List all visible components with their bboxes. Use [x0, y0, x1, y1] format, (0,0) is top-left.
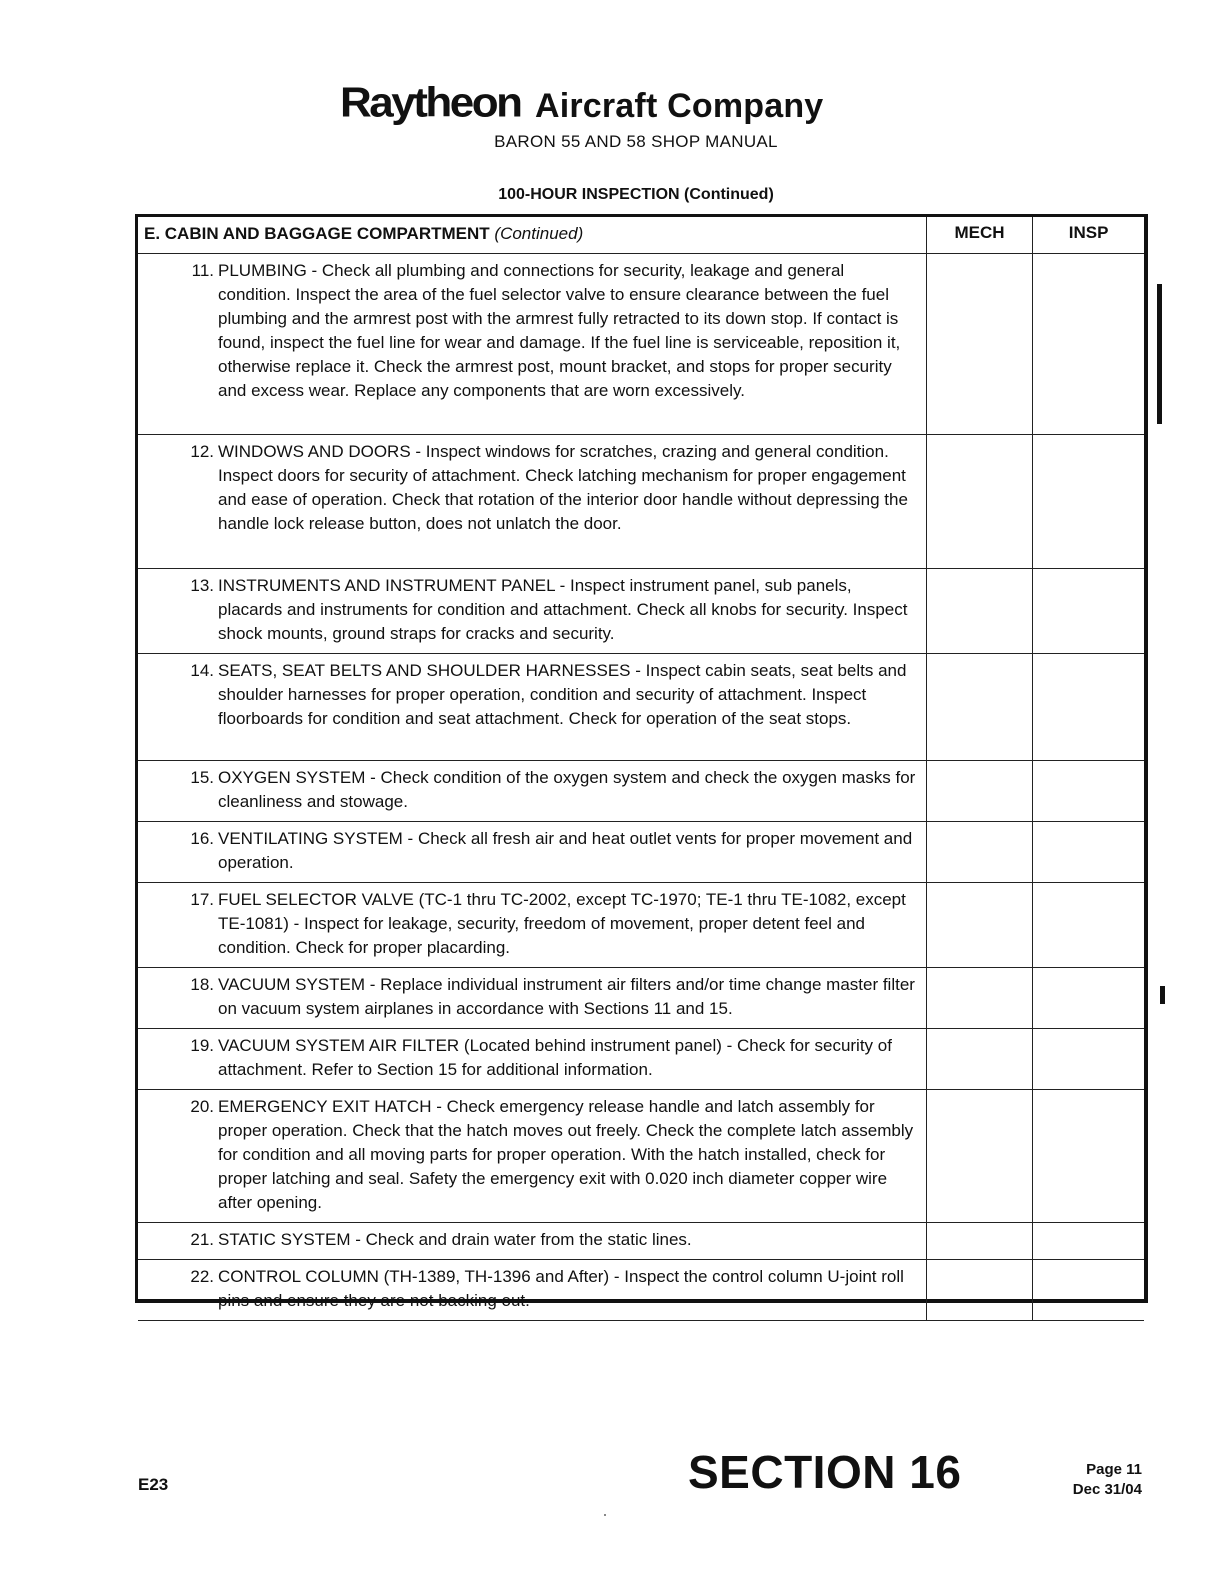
brand-logo: Raytheon: [340, 79, 521, 126]
footer-section: SECTION 16: [688, 1446, 962, 1498]
table-row: [138, 760, 1144, 821]
inspection-table: [135, 214, 1148, 1310]
mech-signoff-cell[interactable]: [926, 1222, 1032, 1259]
item-number: 20.: [190, 1096, 214, 1116]
item-text: Check for security of attachment. Refer to Section 15 for additional information.: [218, 1035, 892, 1079]
item-description: [138, 653, 926, 760]
item-number: 11.: [191, 260, 214, 280]
checklist-table: [138, 217, 1144, 1321]
item-separator: -: [609, 1266, 625, 1286]
item-description: [138, 253, 926, 434]
table-row: [138, 1259, 1144, 1320]
item-separator: -: [306, 260, 322, 280]
item-text: Replace individual instrument air filters and/or time change master filter on vacuum system airplanes in accordance with Sections 11 and 15.: [218, 974, 915, 1018]
item-description: [138, 882, 926, 967]
table-row: [138, 821, 1144, 882]
item-separator: -: [365, 767, 381, 787]
item-separator: -: [554, 575, 570, 595]
item-text: Check and drain water from the static lines.: [365, 1229, 692, 1249]
item-text: Check all plumbing and connections for security, leakage and general condition. Inspect the area of the fuel selector valve to ensure clearance between the fuel plumbing and the armrest post with the armrest fully retracted to its down stop. If contact is found, inspect the fuel line for wear and damage. If the fuel line is serviceable, reposition it, otherwise replace it. Check the armrest post, mount bracket, and stops for proper security and excess wear. Replace any components that are worn excessively.: [218, 260, 901, 400]
item-text: Check condition of the oxygen system and check the oxygen masks for cleanliness and stowage.: [218, 767, 916, 811]
item-separator: -: [431, 1096, 447, 1116]
brand-company: Aircraft Company: [534, 87, 824, 125]
mech-signoff-cell[interactable]: [926, 1259, 1032, 1320]
item-description: [138, 1259, 926, 1320]
footer-page-info: [1046, 1460, 1142, 1500]
item-text: Inspect windows for scratches, crazing and general condition. Inspect doors for security of attachment. Check latching mechanism for proper engagement and ease of operation. Check that rotation of the interior door handle without depressing the handle lock release button, does not unlatch the door.: [218, 441, 908, 533]
mech-signoff-cell[interactable]: [926, 967, 1032, 1028]
item-separator: -: [721, 1035, 738, 1055]
insp-signoff-cell[interactable]: [1033, 882, 1144, 967]
item-number: 17.: [190, 889, 214, 909]
item-number: 15.: [190, 767, 214, 787]
item-description: [138, 1222, 926, 1259]
table-heading-suffix: (Continued): [494, 224, 584, 243]
table-row: [138, 1028, 1144, 1089]
insp-signoff-cell[interactable]: [1033, 821, 1144, 882]
insp-signoff-cell[interactable]: [1033, 1259, 1144, 1320]
item-text: Inspect cabin seats, seat belts and shoulder harnesses for proper operation, condition and security of attachment. Inspect floorboards for condition and seat attachment. Check for operation of the seat stops.: [218, 660, 907, 728]
table-heading-text: E. CABIN AND BAGGAGE COMPARTMENT: [144, 224, 490, 243]
table-row: [138, 1222, 1144, 1259]
item-title: VENTILATING SYSTEM: [218, 828, 403, 848]
mech-signoff-cell[interactable]: [926, 434, 1032, 568]
item-separator: -: [365, 974, 381, 994]
mech-signoff-cell[interactable]: [926, 760, 1032, 821]
mech-signoff-cell[interactable]: [926, 253, 1032, 434]
item-title: VACUUM SYSTEM AIR FILTER (Located behind instrument panel): [218, 1035, 722, 1055]
item-number: 12.: [190, 441, 214, 461]
insp-signoff-cell[interactable]: [1033, 434, 1144, 568]
item-title: SEATS, SEAT BELTS AND SHOULDER HARNESSES: [218, 660, 631, 680]
item-separator: -: [402, 828, 418, 848]
item-title: INSTRUMENTS AND INSTRUMENT PANEL: [218, 575, 555, 595]
item-title: VACUUM SYSTEM: [218, 974, 366, 994]
mech-signoff-cell[interactable]: [926, 568, 1032, 653]
change-bar: [1160, 986, 1165, 1004]
insp-signoff-cell[interactable]: [1033, 967, 1144, 1028]
section-title: 100-HOUR INSPECTION (Continued): [498, 186, 774, 203]
table-row: [138, 253, 1144, 434]
insp-signoff-cell[interactable]: [1033, 568, 1144, 653]
item-title: OXYGEN SYSTEM: [218, 767, 366, 787]
item-number: 13.: [190, 575, 214, 595]
mech-signoff-cell[interactable]: [926, 1028, 1032, 1089]
item-text: Inspect the control column U-joint roll pins and ensure they are not backing out.: [218, 1266, 904, 1310]
insp-signoff-cell[interactable]: [1033, 760, 1144, 821]
table-row: [138, 967, 1144, 1028]
mech-signoff-cell[interactable]: [926, 653, 1032, 760]
insp-signoff-cell[interactable]: [1033, 1089, 1144, 1222]
item-separator: -: [288, 913, 304, 933]
item-number: 14.: [190, 660, 214, 680]
table-row: [138, 434, 1144, 568]
mech-signoff-cell[interactable]: [926, 882, 1032, 967]
item-title: FUEL SELECTOR VALVE (TC-1 thru TC-2002, except TC-1970; TE-1 thru TE-1082, except TE-1081): [218, 889, 906, 933]
mech-signoff-cell[interactable]: [926, 821, 1032, 882]
item-description: [138, 967, 926, 1028]
item-description: [138, 568, 926, 653]
item-description: [138, 1089, 926, 1222]
column-mech-header: MECH: [926, 217, 1032, 253]
change-bar: [1157, 284, 1162, 424]
footer-code: E23: [138, 1475, 169, 1494]
insp-signoff-cell[interactable]: [1033, 1028, 1144, 1089]
item-separator: -: [410, 441, 426, 461]
item-description: [138, 1028, 926, 1089]
item-number: 22.: [190, 1266, 214, 1286]
mech-signoff-cell[interactable]: [926, 1089, 1032, 1222]
item-title: PLUMBING: [218, 260, 307, 280]
table-header-row: [138, 217, 1144, 253]
insp-signoff-cell[interactable]: [1033, 653, 1144, 760]
scan-speck: [604, 1514, 606, 1516]
item-title: EMERGENCY EXIT HATCH: [218, 1096, 432, 1116]
table-row: [138, 653, 1144, 760]
insp-signoff-cell[interactable]: [1033, 1222, 1144, 1259]
item-title: WINDOWS AND DOORS: [218, 441, 411, 461]
table-row: [138, 568, 1144, 653]
table-row: [138, 1089, 1144, 1222]
item-text: Inspect instrument panel, sub panels, placards and instruments for condition and attachment. Check all knobs for security. Inspect shock mounts, ground straps for cracks and security.: [218, 575, 908, 643]
brand-line: [340, 78, 823, 128]
item-separator: -: [630, 660, 646, 680]
table-row: [138, 882, 1144, 967]
item-number: 21.: [190, 1229, 214, 1249]
item-text: Inspect for leakage, security, freedom of movement, proper detent feel and condition. Check for proper placarding.: [218, 913, 865, 957]
manual-title: BARON 55 AND 58 SHOP MANUAL: [494, 132, 778, 151]
footer-page-number: Page 11: [1086, 1461, 1142, 1478]
item-title: CONTROL COLUMN (TH-1389, TH-1396 and After): [218, 1266, 610, 1286]
item-number: 19.: [190, 1035, 214, 1055]
table-heading: [138, 217, 926, 253]
item-text: Check emergency release handle and latch assembly for proper operation. Check that the hatch moves out freely. Check the complete latch assembly for condition and all moving parts for proper operation. With the hatch installed, check for proper latching and seal. Safety the emergency exit with 0.020 inch diameter copper wire after opening.: [218, 1096, 914, 1212]
item-description: [138, 821, 926, 882]
item-title: STATIC SYSTEM: [218, 1229, 351, 1249]
item-description: [138, 434, 926, 568]
column-insp-header: INSP: [1033, 217, 1144, 253]
insp-signoff-cell[interactable]: [1033, 253, 1144, 434]
item-text: Check all fresh air and heat outlet vents for proper movement and operation.: [218, 828, 913, 872]
item-description: [138, 760, 926, 821]
item-number: 16.: [190, 828, 214, 848]
item-separator: -: [350, 1229, 366, 1249]
footer-date: Dec 31/04: [1072, 1481, 1142, 1498]
item-number: 18.: [190, 974, 214, 994]
